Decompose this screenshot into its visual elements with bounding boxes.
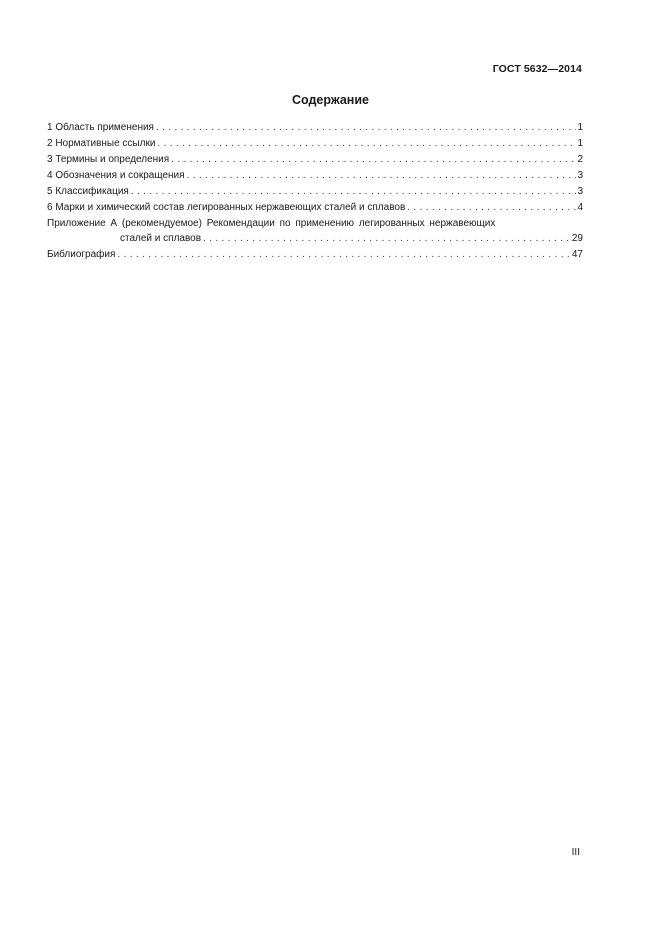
leader-dots [117,247,570,263]
toc-item-page: 3 [577,186,583,197]
toc-item-page: 29 [571,233,583,244]
toc-item-bibliography[interactable] [47,247,583,263]
toc-item-label: 5 Классификация [47,186,129,197]
toc-item-label: 2 Нормативные ссылки [47,138,156,149]
leader-dots [131,184,577,200]
leader-dots [407,200,576,216]
toc-item-label: 1 Область применения [47,122,154,133]
table-of-contents [47,120,583,263]
toc-item-scope[interactable] [47,120,583,136]
toc-item-label: 6 Марки и химический состав легированных нержавеющих сталей и сплавов [47,202,406,213]
leader-dots [156,120,576,136]
toc-item-classification[interactable] [47,184,583,200]
toc-item-page: 1 [577,138,583,149]
toc-item-references[interactable] [47,136,583,152]
toc-item-label: 4 Обозначения и сокращения [47,170,185,181]
leader-dots [203,231,571,247]
toc-annex-line2 [47,231,583,247]
toc-item-page: 2 [577,154,583,165]
toc-item-page: 47 [571,249,583,260]
toc-item-page: 1 [577,122,583,133]
toc-item-label: 3 Термины и определения [47,154,170,165]
toc-item-annex-a[interactable] [47,216,583,247]
toc-item-page: 3 [577,170,583,181]
toc-item-page: 4 [577,202,583,213]
toc-item-abbreviations[interactable] [47,168,583,184]
toc-annex-line1: Приложение А (рекомендуемое) Рекомендации по применению легированных нержавеющих [47,218,496,229]
toc-item-label: сталей и сплавов [120,233,202,244]
leader-dots [171,152,576,168]
document-code: ГОСТ 5632—2014 [492,63,582,75]
toc-title: Содержание [291,93,369,107]
leader-dots [157,136,576,152]
page-number: III [571,847,580,858]
toc-item-label: Библиография [47,249,116,260]
toc-item-terms[interactable] [47,152,583,168]
leader-dots [187,168,577,184]
toc-item-grades[interactable] [47,200,583,216]
